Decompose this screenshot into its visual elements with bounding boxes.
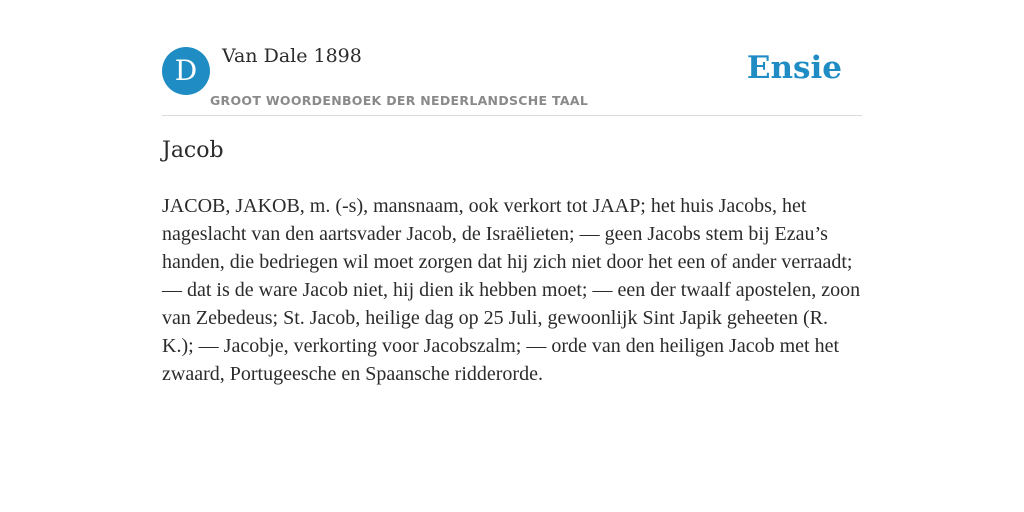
entry-headword: Jacob [162,138,224,163]
header-divider [162,115,862,116]
source-subtitle: GROOT WOORDENBOEK DER NEDERLANDSCHE TAAL [210,93,589,108]
source-name[interactable]: Van Dale 1898 [222,45,362,67]
dictionary-logo[interactable] [162,47,210,95]
entry-definition: JACOB, JAKOB, m. (-s), mansnaam, ook verkort tot JAAP; het huis Jacobs, het nageslacht van den aartsvader Jacob, de Israëlieten; — geen Jacobs stem bij Ezau’s handen, die bedriegen wil moet zorgen dat hij zich niet door het een of ander verraadt; — dat is de ware Jacob niet, hij dien ik hebben moet; — een der twaalf apostelen, zoon van Zebedeus; St. Jacob, heilige dag op 25 Juli, gewoonlijk Sint Japik geheeten (R. K.); — Jacobje, verkorting voor Jacobszalm; — orde van den heiligen Jacob met het zwaard, Portugeesche en Spaansche ridderorde. [162,195,861,385]
brand-logo[interactable]: Ensie [746,50,842,86]
logo-letter: D [174,54,198,87]
